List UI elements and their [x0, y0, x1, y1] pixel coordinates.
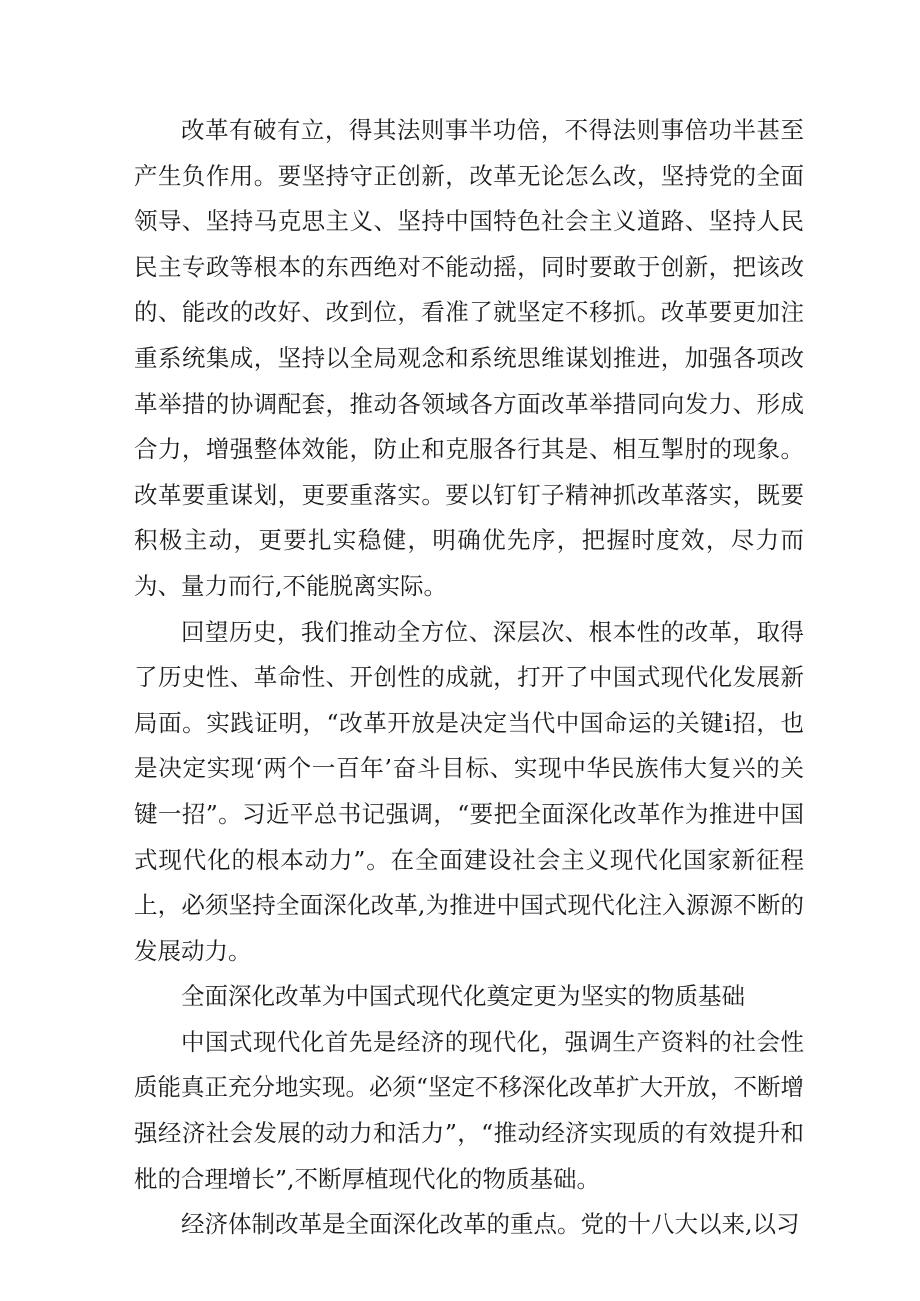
paragraph-historical-review: 回望历史，我们推动全方位、深层次、根本性的改革，取得了历史性、革命性、开创性的成就，打开了中国式现代化发展新局面。实践证明，“改革开放是决定当代中国命运的关键i招，也是决定实现‘两个一百年’奋斗目标、实现中华民族伟大复兴的关键一招”。习近平总书记强调，“要把全面深化改革作为推进中国式现代化的根本动力”。在全面建设社会主义现代化国家新征程上，必须坚持全面深化改革,为推进中国式现代化注入源源不断的发展动力。 — [134, 617, 804, 965]
paragraph-economic-modernization: 中国式现代化首先是经济的现代化，强调生产资料的社会性质能真正充分地实现。必须“坚定不移深化改革扩大开放，不断增强经济社会发展的动力和活力”，“推动经济实现质的有效提升和枇的合理增长”,不断厚植现代化的物质基础。 — [134, 1027, 805, 1193]
paragraph-economic-system-reform: 经济体制改革是全面深化改革的重点。党的十八大以来,以习 — [181, 1210, 800, 1239]
section-heading-material-foundation: 全面深化改革为中国式现代化奠定更为坚实的物质基础 — [181, 982, 745, 1011]
document-body — [134, 108, 804, 1248]
paragraph-reform-methods: 改革有破有立，得其法则事半功倍，不得法则事倍功半甚至产生负作用。要坚持守正创新，改革无论怎么改，坚持党的全面领导、坚持马克思主义、坚持中国特色社会主义道路、坚持人民民主专政等根本的东西绝对不能动摇，同时要敢于创新，把该改的、能改的改好、改到位，看准了就坚定不移抓。改革要更加注重系统集成，坚持以全局观念和系统思维谋划推进，加强各项改革举措的协调配套，推动各领域各方面改革举措同向发力、形成合力，增强整体效能，防止和克服各行其是、相互掣肘的现象。改革要重谋划，更要重落实。要以钉钉子精神抓改革落实，既要积极主动，更要扎实稳健，明确优先序，把握时度效，尽力而为、量力而行,不能脱离实际。 — [134, 116, 804, 600]
